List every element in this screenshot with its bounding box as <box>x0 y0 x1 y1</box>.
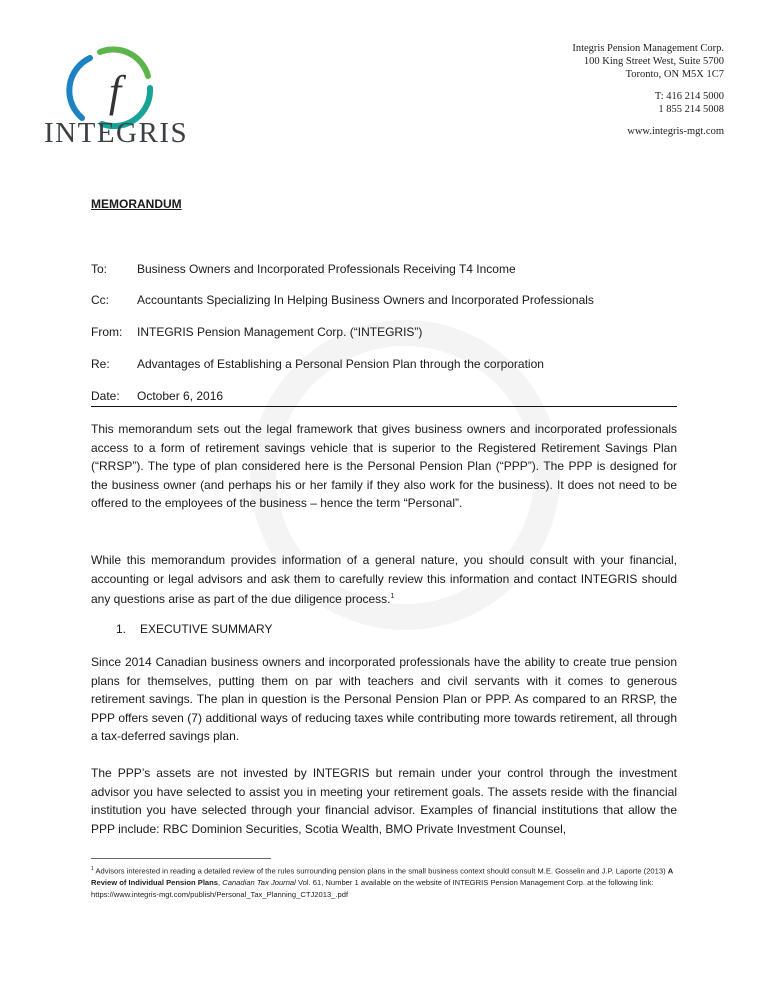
from-line <box>91 325 422 339</box>
date-value: October 6, 2016 <box>137 389 224 403</box>
date-label: Date: <box>91 389 120 403</box>
section-title: EXECUTIVE SUMMARY <box>140 622 273 636</box>
website-link[interactable]: www.integris-mgt.com <box>627 126 724 137</box>
footnote-ref: 1 <box>390 593 395 600</box>
to-value: Business Owners and Incorporated Professionals Receiving T4 Income <box>137 262 516 276</box>
section-number: 1. <box>116 622 127 636</box>
disclaimer-paragraph <box>91 551 677 609</box>
date-line <box>91 389 223 403</box>
logo-wordmark: INTEGRIS <box>44 117 189 149</box>
footnote-number: 1 <box>91 866 94 872</box>
footnote-article-title: A Review of Individual Pension Plans <box>91 866 673 888</box>
re-value: Advantages of Establishing a Personal Pension Plan through the corporation <box>137 357 544 371</box>
footnote-text-2: , <box>218 878 223 888</box>
summary-paragraph: Since 2014 Canadian business owners and incorporated professionals have the ability to create true pension plans for themselves, putting them on par with teachers and civil servants with it comes to generous retirement savings. The plan in question is the Personal Pension Plan or PPP. As compared to an RRSP, the PPP offers seven (7) additional ways of reducing taxes while contributing more towards retirement, all through a tax-deferred savings plan. <box>91 655 677 743</box>
footnote-divider <box>91 858 271 859</box>
footnote-journal: Canadian Tax Journal <box>222 878 296 888</box>
cc-line <box>91 293 594 307</box>
from-label: From: <box>91 325 123 339</box>
intro-paragraph: This memorandum sets out the legal framework that gives business owners and incorporated professionals access to a form of retirement savings vehicle that is superior to the Registered Retirement Savings Plan (“RRSP”). The type of plan considered here is the Personal Pension Plan (“PPP”). The PPP is designed for the business owner (and perhaps his or her family if they also work for the business). It does not need to be offered to the employees of the business – hence the term “Personal”. <box>91 422 677 510</box>
header-divider <box>91 406 677 407</box>
cc-label: Cc: <box>91 293 109 307</box>
re-label: Re: <box>91 357 110 371</box>
memo-title: MEMORANDUM <box>91 197 182 211</box>
company-name: Integris Pension Management Corp. <box>572 43 724 54</box>
assets-paragraph: The PPP’s assets are not invested by INTEGRIS but remain under your control through the investment advisor you have selected to assist you in meeting your retirement goals. The assets reside with the financial institution you have selected through your financial advisor. Examples of financial institutions that allow the PPP include: RBC Dominion Securities, Scotia Wealth, BMO Private Investment Counsel, <box>91 766 677 836</box>
phone-number: T: 416 214 5000 <box>654 91 724 102</box>
footnote <box>91 864 681 900</box>
disclaimer-text: While this memorandum provides information of a general nature, you should consult with your financial, accounting or legal advisors and ask them to carefully review this information and contact INTEGRIS should any questions arise as part of the due diligence process. <box>91 553 677 606</box>
cc-value: Accountants Specializing In Helping Business Owners and Incorporated Professionals <box>137 293 594 307</box>
tollfree-number: 1 855 214 5008 <box>658 104 724 115</box>
re-line <box>91 357 544 371</box>
address-line-2: Toronto, ON M5X 1C7 <box>625 69 724 80</box>
logo-symbol: f <box>108 67 122 116</box>
section-heading <box>116 622 272 636</box>
to-label: To: <box>91 262 108 276</box>
footnote-text-3: Vol. 61, Number 1 available on the website of INTEGRIS Pension Management Corp. at the following link: https://www.integris-mgt.com/publish/Personal_Tax_Planning_CTJ2013_.pdf <box>91 878 654 899</box>
footnote-text-1: Advisors interested in reading a detailed review of the rules surrounding pension plans in the small business context should consult M.E. Gosselin and J.P. Laporte (2013) <box>93 866 668 876</box>
address-line-1: 100 King Street West, Suite 5700 <box>583 56 724 67</box>
from-value: INTEGRIS Pension Management Corp. (“INTEGRIS”) <box>137 325 423 339</box>
to-line <box>91 262 516 276</box>
letterhead-contact <box>572 42 724 138</box>
